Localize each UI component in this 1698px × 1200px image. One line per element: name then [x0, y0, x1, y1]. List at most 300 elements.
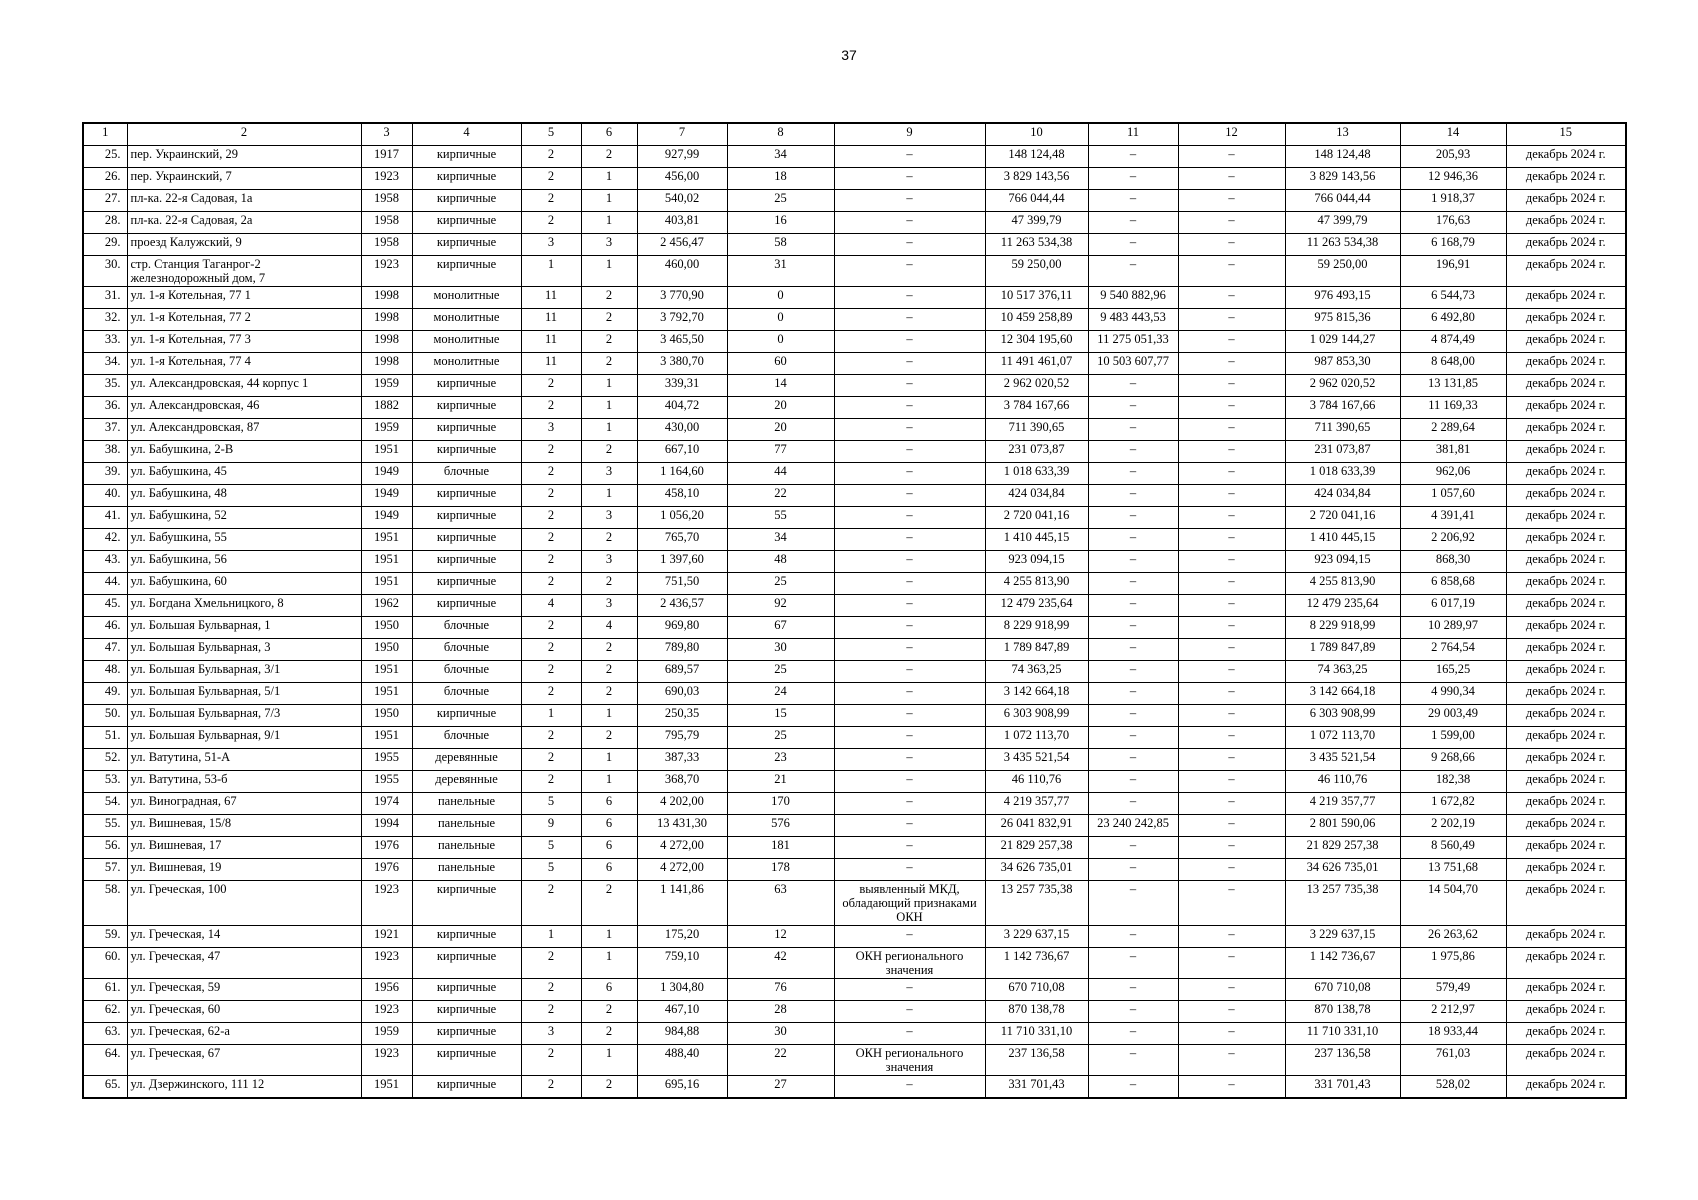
table-cell: 1 397,60 [637, 551, 727, 573]
table-cell: 2 [581, 1001, 637, 1023]
table-cell: 28 [727, 1001, 834, 1023]
table-cell: – [1088, 529, 1178, 551]
table-cell: ул. Греческая, 60 [127, 1001, 361, 1023]
table-cell: декабрь 2024 г. [1506, 573, 1626, 595]
table-cell: 387,33 [637, 749, 727, 771]
table-cell: – [1088, 881, 1178, 926]
table-cell: 57. [83, 859, 127, 881]
table-cell: 6 [581, 837, 637, 859]
table-cell: 528,02 [1400, 1076, 1506, 1099]
table-cell: 25 [727, 190, 834, 212]
table-cell: 1976 [361, 837, 412, 859]
table-cell: 8 229 918,99 [985, 617, 1088, 639]
table-cell: 2 [521, 375, 581, 397]
table-cell: – [1088, 639, 1178, 661]
table-cell: 1 [581, 212, 637, 234]
table-cell: декабрь 2024 г. [1506, 926, 1626, 948]
table-row [83, 1001, 1626, 1023]
table-cell: 1950 [361, 639, 412, 661]
table-cell: – [834, 771, 985, 793]
table-cell: ул. Ватутина, 53-б [127, 771, 361, 793]
table-cell: 1 [581, 705, 637, 727]
table-cell: – [834, 551, 985, 573]
table-cell: – [1178, 1076, 1285, 1099]
table-cell: 2 436,57 [637, 595, 727, 617]
table-cell: ул. Греческая, 100 [127, 881, 361, 926]
table-cell: – [1178, 212, 1285, 234]
table-row [83, 168, 1626, 190]
table-cell: кирпичные [412, 256, 521, 287]
table-cell: – [1178, 617, 1285, 639]
table-cell: – [1088, 926, 1178, 948]
table-cell: ул. Вишневая, 15/8 [127, 815, 361, 837]
table-cell: 927,99 [637, 146, 727, 168]
table-cell: 59. [83, 926, 127, 948]
table-cell: 3 [521, 1023, 581, 1045]
table-cell: 795,79 [637, 727, 727, 749]
table-cell: панельные [412, 859, 521, 881]
table-row [83, 551, 1626, 573]
table-cell: кирпичные [412, 375, 521, 397]
table-cell: 923 094,15 [1285, 551, 1400, 573]
table-cell: 6 492,80 [1400, 309, 1506, 331]
table-cell: кирпичные [412, 190, 521, 212]
table-cell: 3 [581, 463, 637, 485]
table-cell: 25. [83, 146, 127, 168]
table-cell: 65. [83, 1076, 127, 1099]
table-cell: 1949 [361, 507, 412, 529]
table-cell: 667,10 [637, 441, 727, 463]
table-cell: – [1178, 397, 1285, 419]
table-cell: монолитные [412, 331, 521, 353]
table-cell: декабрь 2024 г. [1506, 463, 1626, 485]
table-cell: 975 815,36 [1285, 309, 1400, 331]
table-cell: 1951 [361, 529, 412, 551]
table-cell: 0 [727, 287, 834, 309]
table-cell: декабрь 2024 г. [1506, 419, 1626, 441]
table-cell: 11 710 331,10 [1285, 1023, 1400, 1045]
table-cell: 16 [727, 212, 834, 234]
table-cell: 1 018 633,39 [1285, 463, 1400, 485]
table-cell: – [1088, 507, 1178, 529]
table-cell: 1998 [361, 287, 412, 309]
table-cell: 12 479 235,64 [985, 595, 1088, 617]
table-cell: 3 229 637,15 [1285, 926, 1400, 948]
table-cell: 1 789 847,89 [985, 639, 1088, 661]
table-cell: 76 [727, 979, 834, 1001]
table-cell: 4 255 813,90 [1285, 573, 1400, 595]
table-cell: 868,30 [1400, 551, 1506, 573]
table-cell: блочные [412, 617, 521, 639]
table-cell: кирпичные [412, 595, 521, 617]
column-header: 7 [637, 123, 727, 146]
table-cell: 1 [581, 190, 637, 212]
table-cell: 4 [521, 595, 581, 617]
table-cell: ул. Вишневая, 17 [127, 837, 361, 859]
table-cell: – [834, 683, 985, 705]
table-cell: – [1088, 146, 1178, 168]
table-cell: 2 [521, 1001, 581, 1023]
table-cell: 6 168,79 [1400, 234, 1506, 256]
table-cell: 381,81 [1400, 441, 1506, 463]
table-cell: кирпичные [412, 168, 521, 190]
table-cell: 1 [581, 256, 637, 287]
column-header: 3 [361, 123, 412, 146]
table-cell: 18 [727, 168, 834, 190]
table-cell: декабрь 2024 г. [1506, 815, 1626, 837]
table-cell: монолитные [412, 309, 521, 331]
table-cell: 1951 [361, 727, 412, 749]
table-cell: 55 [727, 507, 834, 529]
table-cell: 1955 [361, 749, 412, 771]
table-cell: 11 710 331,10 [985, 1023, 1088, 1045]
table-cell: 20 [727, 397, 834, 419]
table-cell: кирпичные [412, 397, 521, 419]
table-cell: 2 202,19 [1400, 815, 1506, 837]
table-cell: – [1088, 256, 1178, 287]
table-cell: 25 [727, 727, 834, 749]
table-cell: декабрь 2024 г. [1506, 529, 1626, 551]
table-cell: – [1088, 234, 1178, 256]
table-cell: 368,70 [637, 771, 727, 793]
table-cell: 1 [521, 256, 581, 287]
table-cell: 6 017,19 [1400, 595, 1506, 617]
table-cell: 42. [83, 529, 127, 551]
table-cell: ул. Александровская, 87 [127, 419, 361, 441]
table-cell: декабрь 2024 г. [1506, 212, 1626, 234]
table-cell: 1 [581, 771, 637, 793]
table-row [83, 705, 1626, 727]
table-cell: – [834, 463, 985, 485]
table-cell: 237 136,58 [985, 1045, 1088, 1076]
table-cell: кирпичные [412, 979, 521, 1001]
table-cell: 759,10 [637, 948, 727, 979]
table-cell: ул. Бабушкина, 55 [127, 529, 361, 551]
table-cell: ул. Греческая, 62-а [127, 1023, 361, 1045]
table-cell: 11 275 051,33 [1088, 331, 1178, 353]
table-cell: 789,80 [637, 639, 727, 661]
table-cell: ул. Греческая, 14 [127, 926, 361, 948]
table-cell: декабрь 2024 г. [1506, 485, 1626, 507]
table-cell: 21 [727, 771, 834, 793]
table-cell: декабрь 2024 г. [1506, 705, 1626, 727]
table-cell: 2 [521, 771, 581, 793]
table-cell: 34 626 735,01 [985, 859, 1088, 881]
table-cell: 2 [521, 190, 581, 212]
table-row [83, 948, 1626, 979]
table-cell: – [1088, 683, 1178, 705]
table-cell: 64. [83, 1045, 127, 1076]
table-cell: 1956 [361, 979, 412, 1001]
table-cell: кирпичные [412, 234, 521, 256]
table-row [83, 749, 1626, 771]
table-cell: 41. [83, 507, 127, 529]
table-cell: – [1088, 1023, 1178, 1045]
table-row [83, 979, 1626, 1001]
table-cell: 30 [727, 639, 834, 661]
table-cell: 1 [521, 705, 581, 727]
table-cell: 456,00 [637, 168, 727, 190]
table-cell: 2 [521, 397, 581, 419]
table-cell: – [834, 375, 985, 397]
table-cell: 4 [581, 617, 637, 639]
table-cell: 2 212,97 [1400, 1001, 1506, 1023]
table-cell: кирпичные [412, 926, 521, 948]
table-cell: 766 044,44 [985, 190, 1088, 212]
table-cell: декабрь 2024 г. [1506, 595, 1626, 617]
table-cell: 2 [581, 529, 637, 551]
table-row [83, 859, 1626, 881]
table-cell: 1 141,86 [637, 881, 727, 926]
table-cell: 0 [727, 331, 834, 353]
table-cell: – [1088, 168, 1178, 190]
table-cell: декабрь 2024 г. [1506, 661, 1626, 683]
table-cell: 205,93 [1400, 146, 1506, 168]
table-cell: декабрь 2024 г. [1506, 146, 1626, 168]
table-cell: – [1088, 979, 1178, 1001]
table-cell: 690,03 [637, 683, 727, 705]
table-row [83, 727, 1626, 749]
table-cell: кирпичные [412, 948, 521, 979]
table-cell: 1951 [361, 441, 412, 463]
table-cell: 2 [581, 661, 637, 683]
table-cell: – [1178, 926, 1285, 948]
table-cell: – [1088, 661, 1178, 683]
table-cell: 60. [83, 948, 127, 979]
table-cell: – [834, 595, 985, 617]
table-cell: 579,49 [1400, 979, 1506, 1001]
table-cell: – [834, 1076, 985, 1099]
table-cell: 3 [581, 595, 637, 617]
table-row [83, 771, 1626, 793]
table-cell: ул. Бабушкина, 60 [127, 573, 361, 595]
table-cell: 1 [581, 375, 637, 397]
table-cell: 231 073,87 [1285, 441, 1400, 463]
table-cell: 2 [521, 979, 581, 1001]
table-cell: 11 [521, 287, 581, 309]
table-cell: 4 255 813,90 [985, 573, 1088, 595]
table-cell: 54. [83, 793, 127, 815]
table-cell: 40. [83, 485, 127, 507]
table-cell: 28. [83, 212, 127, 234]
table-cell: кирпичные [412, 1001, 521, 1023]
table-cell: декабрь 2024 г. [1506, 256, 1626, 287]
table-cell: – [834, 749, 985, 771]
table-cell: 15 [727, 705, 834, 727]
table-cell: 27 [727, 1076, 834, 1099]
table-cell: 45. [83, 595, 127, 617]
table-cell: ул. Ватутина, 51-А [127, 749, 361, 771]
table-cell: 751,50 [637, 573, 727, 595]
table-cell: – [1088, 463, 1178, 485]
table-cell: 2 [521, 639, 581, 661]
table-row [83, 146, 1626, 168]
table-cell: 2 [581, 353, 637, 375]
table-cell: 2 206,92 [1400, 529, 1506, 551]
table-cell: 10 517 376,11 [985, 287, 1088, 309]
table-cell: декабрь 2024 г. [1506, 948, 1626, 979]
table-cell: 1 056,20 [637, 507, 727, 529]
table-cell: 3 [581, 234, 637, 256]
table-cell: – [1178, 573, 1285, 595]
table-cell: 26 263,62 [1400, 926, 1506, 948]
table-cell: 11 [521, 331, 581, 353]
table-cell: 1998 [361, 309, 412, 331]
table-cell: 1950 [361, 617, 412, 639]
table-cell: 2 [521, 881, 581, 926]
table-row [83, 881, 1626, 926]
table-cell: 1 789 847,89 [1285, 639, 1400, 661]
table-cell: – [834, 793, 985, 815]
table-cell: 2 [521, 617, 581, 639]
table-cell: 3 229 637,15 [985, 926, 1088, 948]
table-cell: – [834, 926, 985, 948]
table-cell: – [1088, 837, 1178, 859]
table-cell: 4 272,00 [637, 859, 727, 881]
table-cell: 67 [727, 617, 834, 639]
table-cell: – [834, 309, 985, 331]
table-cell: – [834, 190, 985, 212]
table-cell: ул. Александровская, 46 [127, 397, 361, 419]
table-cell: 3 [521, 419, 581, 441]
table-cell: 404,72 [637, 397, 727, 419]
table-cell: – [1178, 1045, 1285, 1076]
table-cell: 47 399,79 [1285, 212, 1400, 234]
table-cell: 165,25 [1400, 661, 1506, 683]
table-row [83, 529, 1626, 551]
table-cell: декабрь 2024 г. [1506, 1023, 1626, 1045]
table-cell: 540,02 [637, 190, 727, 212]
table-cell: – [1178, 881, 1285, 926]
table-row [83, 661, 1626, 683]
table-cell: 2 764,54 [1400, 639, 1506, 661]
table-row [83, 190, 1626, 212]
table-cell: – [1178, 837, 1285, 859]
table-cell: проезд Калужский, 9 [127, 234, 361, 256]
table-cell: – [1178, 815, 1285, 837]
table-cell: 424 034,84 [985, 485, 1088, 507]
table-cell: декабрь 2024 г. [1506, 859, 1626, 881]
table-cell: кирпичные [412, 419, 521, 441]
table-cell: 766 044,44 [1285, 190, 1400, 212]
table-cell: 30 [727, 1023, 834, 1045]
table-cell: – [1088, 573, 1178, 595]
table-cell: 23 240 242,85 [1088, 815, 1178, 837]
table-cell: 176,63 [1400, 212, 1506, 234]
table-cell: блочные [412, 463, 521, 485]
table-cell: 12 304 195,60 [985, 331, 1088, 353]
table-cell: – [834, 234, 985, 256]
table-cell: – [1178, 529, 1285, 551]
table-cell: 987 853,30 [1285, 353, 1400, 375]
table-cell: 63 [727, 881, 834, 926]
table-row [83, 309, 1626, 331]
table-cell: 1 018 633,39 [985, 463, 1088, 485]
table-cell: декабрь 2024 г. [1506, 749, 1626, 771]
table-cell: 5 [521, 793, 581, 815]
table-cell: 37. [83, 419, 127, 441]
table-cell: 1 164,60 [637, 463, 727, 485]
table-cell: ул. Большая Бульварная, 1 [127, 617, 361, 639]
table-cell: 3 142 664,18 [1285, 683, 1400, 705]
table-cell: 3 784 167,66 [1285, 397, 1400, 419]
table-cell: 711 390,65 [1285, 419, 1400, 441]
table-cell: – [1088, 212, 1178, 234]
table-cell: – [1178, 793, 1285, 815]
table-cell: 14 504,70 [1400, 881, 1506, 926]
column-header: 2 [127, 123, 361, 146]
table-cell: пер. Украинский, 7 [127, 168, 361, 190]
table-cell: декабрь 2024 г. [1506, 375, 1626, 397]
table-row [83, 397, 1626, 419]
table-cell: 4 391,41 [1400, 507, 1506, 529]
table-cell: 26. [83, 168, 127, 190]
table-cell: 1959 [361, 375, 412, 397]
table-cell: пер. Украинский, 29 [127, 146, 361, 168]
table-cell: 1959 [361, 419, 412, 441]
table-cell: декабрь 2024 г. [1506, 617, 1626, 639]
column-header: 6 [581, 123, 637, 146]
table-cell: декабрь 2024 г. [1506, 397, 1626, 419]
table-cell: 22 [727, 485, 834, 507]
page-number: 37 [841, 47, 857, 63]
table-cell: 2 [581, 287, 637, 309]
table-cell: 31. [83, 287, 127, 309]
table-cell: 2 [521, 1076, 581, 1099]
table-cell: 58 [727, 234, 834, 256]
table-cell: 1951 [361, 1076, 412, 1099]
table-cell: ул. 1-я Котельная, 77 1 [127, 287, 361, 309]
table-cell: 196,91 [1400, 256, 1506, 287]
table-cell: декабрь 2024 г. [1506, 1001, 1626, 1023]
table-cell: 6 [581, 859, 637, 881]
table-cell: кирпичные [412, 212, 521, 234]
table-cell: – [1088, 595, 1178, 617]
table-cell: кирпичные [412, 1023, 521, 1045]
table-cell: 11 169,33 [1400, 397, 1506, 419]
table-cell: декабрь 2024 г. [1506, 168, 1626, 190]
table-cell: – [1178, 948, 1285, 979]
table-cell: – [1178, 146, 1285, 168]
table-cell: 53. [83, 771, 127, 793]
table-cell: – [834, 837, 985, 859]
table-cell: 4 219 357,77 [1285, 793, 1400, 815]
table-cell: 1998 [361, 353, 412, 375]
table-cell: 3 784 167,66 [985, 397, 1088, 419]
table-cell: 13 257 735,38 [1285, 881, 1400, 926]
table-cell: декабрь 2024 г. [1506, 1076, 1626, 1099]
table-cell: – [834, 727, 985, 749]
table-cell: 11 [521, 309, 581, 331]
table-cell: – [1088, 793, 1178, 815]
table-cell: 32. [83, 309, 127, 331]
table-row [83, 212, 1626, 234]
table-cell: 2 720 041,16 [1285, 507, 1400, 529]
table-cell: – [1178, 1023, 1285, 1045]
table-cell: 9 540 882,96 [1088, 287, 1178, 309]
table-cell: – [1178, 683, 1285, 705]
table-cell: 1923 [361, 881, 412, 926]
table-cell: 11 263 534,38 [1285, 234, 1400, 256]
table-cell: – [1178, 705, 1285, 727]
table-cell: 46 110,76 [1285, 771, 1400, 793]
table-cell: 24 [727, 683, 834, 705]
table-cell: 25 [727, 661, 834, 683]
table-cell: декабрь 2024 г. [1506, 551, 1626, 573]
table-cell: 1 142 736,67 [1285, 948, 1400, 979]
table-cell: 38. [83, 441, 127, 463]
table-cell: – [834, 859, 985, 881]
